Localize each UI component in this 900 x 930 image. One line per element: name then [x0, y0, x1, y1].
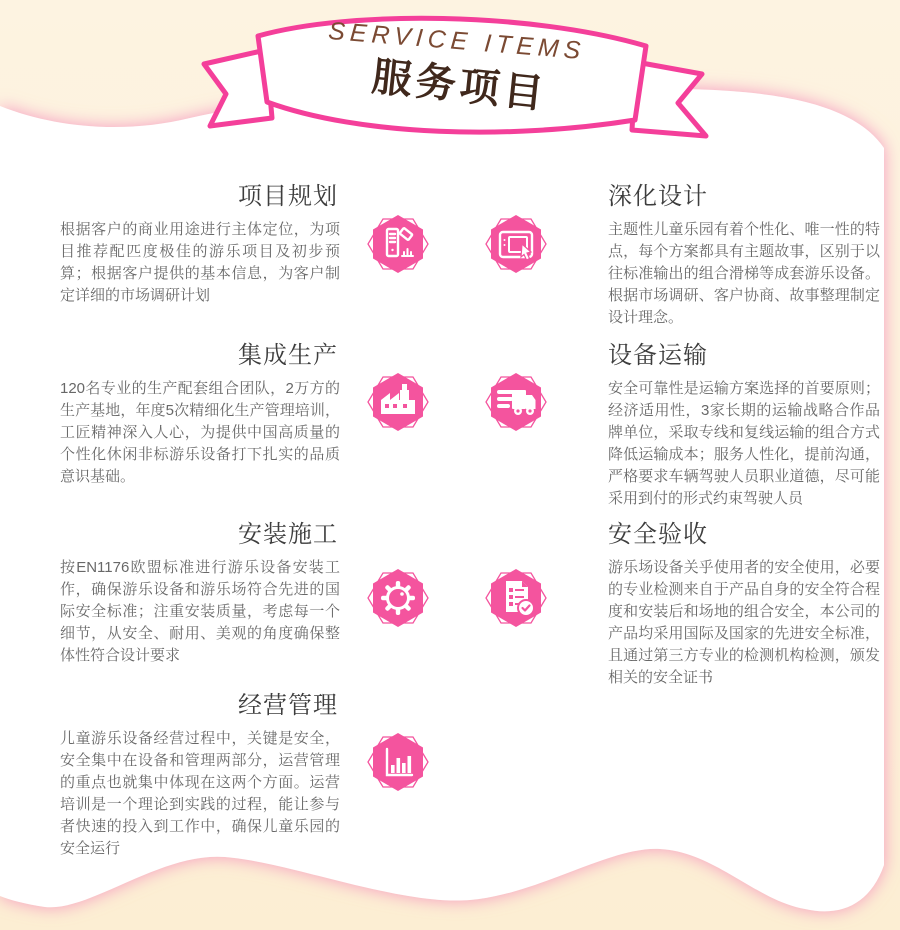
service-block-installation: [60, 520, 340, 667]
service-title: 安装施工: [238, 521, 338, 548]
checklist-check-icon: [484, 566, 548, 630]
banner-title-zh: 服务项目: [369, 54, 550, 118]
hexagon-badge: [484, 566, 548, 630]
service-block-equipment-transport: [608, 341, 880, 510]
design-tablet-icon: [484, 212, 548, 276]
service-title: 集成生产: [238, 342, 338, 369]
service-block-deepen-design: [608, 182, 880, 329]
service-description: 主题性儿童乐园有着个性化、唯一性的特点，每个方案都具有主题故事，区别于以往标准输出的组合滑梯等成套游乐设备。根据市场调研、客户协商、故事整理制定设计理念。: [608, 221, 880, 326]
document-plan-icon: [366, 212, 430, 276]
hexagon-badge: [484, 370, 548, 434]
hexagon-badge: [366, 566, 430, 630]
service-description: 游乐场设备关乎使用者的安全使用，必要的专业检测来自于产品自身的安全符合程度和安装后和场地的组合安全，本公司的产品均采用国际及国家的先进安全标准，且通过第三方专业的检测机构检测，颁发相关的安全证书: [608, 559, 880, 686]
service-description: 按EN1176欧盟标准进行游乐设备安装工作，确保游乐设备和游乐场符合先进的国际安全标准；注重安装质量，考虑每一个细节，从安全、耐用、美观的角度确保整体性符合设计要求: [60, 559, 340, 664]
hexagon-badge: [366, 730, 430, 794]
gear-icon: [366, 566, 430, 630]
service-title: 安全验收: [608, 521, 708, 548]
banner-title-en: SERVICE ITEMS: [327, 17, 587, 66]
hexagon-badge: [366, 212, 430, 276]
service-title: 经营管理: [238, 692, 338, 719]
service-title: 深化设计: [608, 183, 708, 210]
service-description: 120名专业的生产配套组合团队，2万方的生产基地，年度5次精细化生产管理培训，工匠精神深入人心，为提供中国高质量的个性化休闲非标游乐设备打下扎实的品质意识基础。: [60, 380, 340, 485]
factory-icon: [366, 370, 430, 434]
service-items-banner: [0, 0, 900, 170]
service-block-safety-acceptance: [608, 520, 880, 689]
service-description: 安全可靠性是运输方案选择的首要原则；经济适用性，3家长期的运输战略合作品牌单位，采取专线和复线运输的组合方式降低运输成本；服务人性化，提前沟通，严格要求车辆驾驶人员职业道德，尽可能采用到付的形式约束驾驶人员: [608, 380, 880, 507]
bar-chart-icon: [366, 730, 430, 794]
delivery-truck-icon: [484, 370, 548, 434]
hexagon-badge: [484, 212, 548, 276]
service-title: 设备运输: [608, 342, 708, 369]
service-block-integrated-production: [60, 341, 340, 488]
service-description: 儿童游乐设备经营过程中，关键是安全，安全集中在设备和管理两部分，运营管理的重点也就集中体现在这两个方面。运营培训是一个理论到实践的过程，能让参与者快速的投入到工作中，确保儿童乐园的安全运行: [60, 730, 340, 857]
hexagon-badge: [366, 370, 430, 434]
service-block-project-planning: [60, 182, 340, 307]
service-description: 根据客户的商业用途进行主体定位，为项目推荐配匹度极佳的游乐项目及初步预算；根据客户提供的基本信息，为客户制定详细的市场调研计划: [60, 221, 340, 304]
service-block-operation-management: [60, 691, 340, 860]
service-title: 项目规划: [238, 183, 338, 210]
